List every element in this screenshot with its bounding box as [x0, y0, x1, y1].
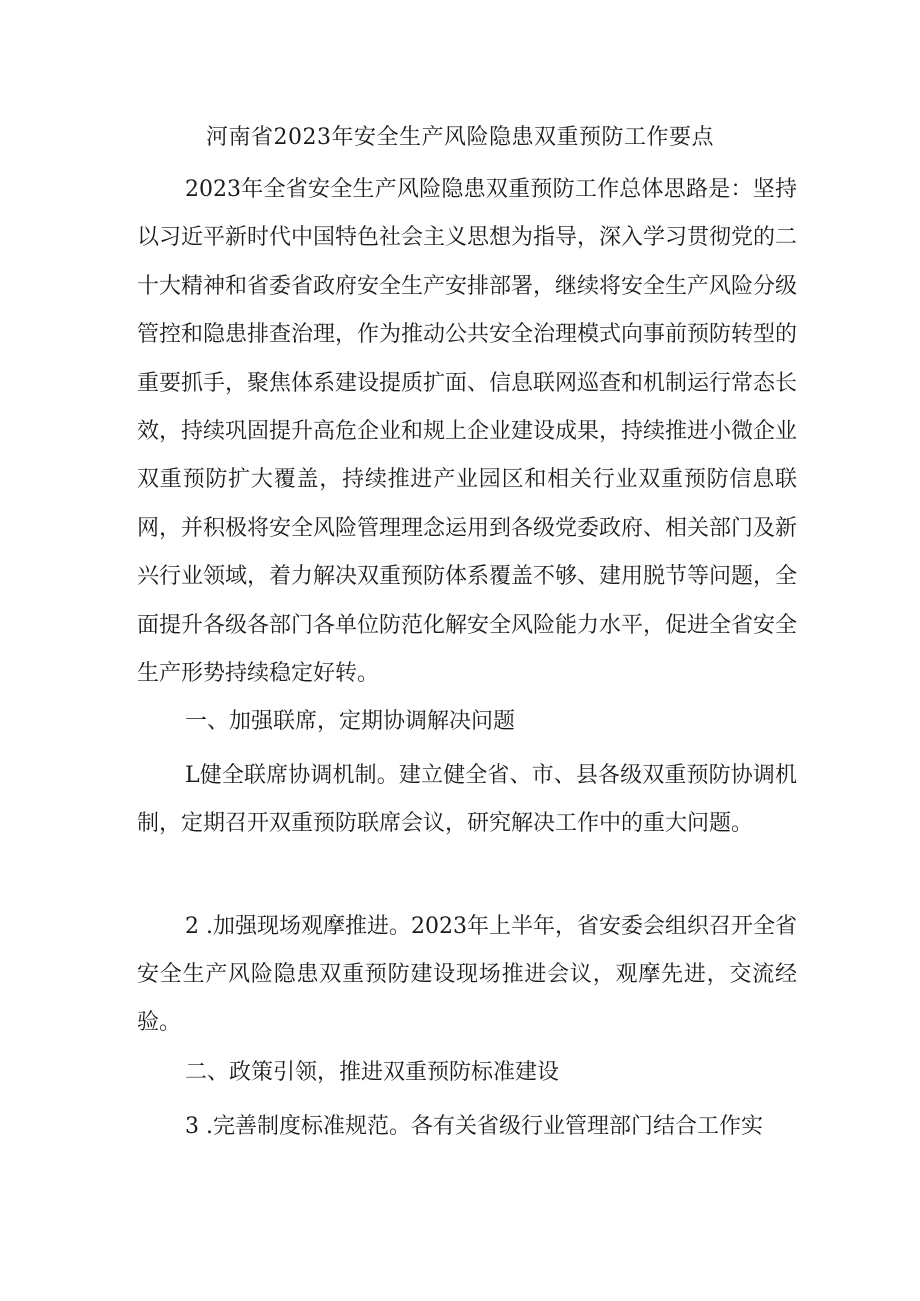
document-title: 河南省2023年安全生产风险隐患双重预防工作要点 — [206, 125, 714, 150]
section-heading-1: 一、加强联席，定期协调解决问题 — [185, 709, 516, 734]
item-paragraph-2: 2 .加强现场观摩推进。2023年上半年，省安委会组织召开全省安全生产风险隐患双重预防建设现场推进会议，观摩先进，交流经验。 — [137, 914, 797, 1035]
section-heading-2: 二、政策引领，推进双重预防标准建设 — [185, 1060, 560, 1085]
item-paragraph-1: L健全联席协调机制。建立健全省、市、县各级双重预防协调机制，定期召开双重预防联席会议，研究解决工作中的重大问题。 — [137, 763, 797, 836]
intro-paragraph: 2023年全省安全生产风险隐患双重预防工作总体思路是：坚持以习近平新时代中国特色社会主义思想为指导，深入学习贯彻党的二十大精神和省委省政府安全生产安排部署，继续将安全生产风险分级管控和隐患排查治理，作为推动公共安全治理模式向事前预防转型的重要抓手，聚焦体系建设提质扩面、信息联网巡查和机制运行常态长效，持续巩固提升高危企业和规上企业建设成果，持续推进小微企业双重预防扩大覆盖，持续推进产业园区和相关行业双重预防信息联网，并积极将安全风险管理理念运用到各级党委政府、相关部门及新兴行业领域，着力解决双重预防体系覆盖不够、建用脱节等问题，全面提升各级各部门各单位防范化解安全风险能力水平，促进全省安全生产形势持续稳定好转。 — [137, 177, 798, 687]
item-paragraph-3: 3 .完善制度标准规范。各有关省级行业管理部门结合工作实 — [185, 1114, 763, 1139]
